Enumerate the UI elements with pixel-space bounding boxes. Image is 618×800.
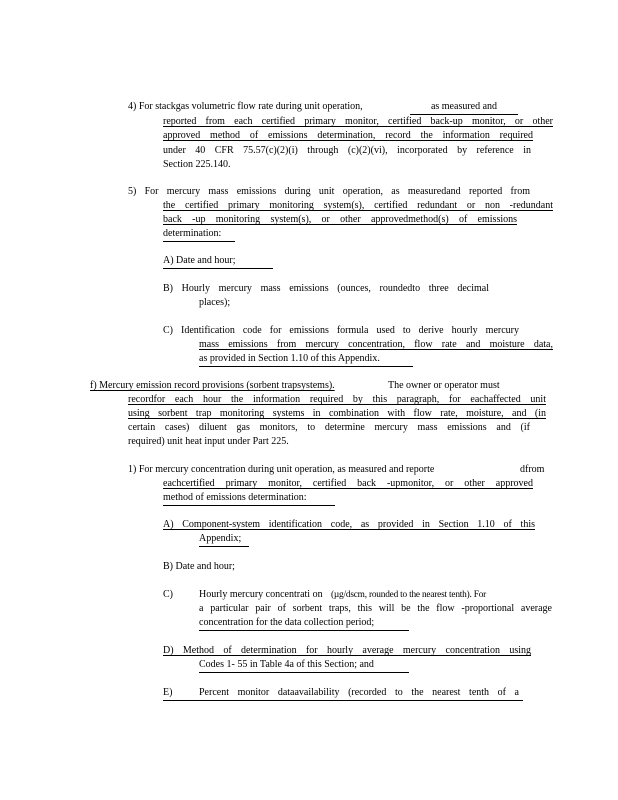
- item-5-subitem-b-line-1: B) Hourly mercury mass emissions (ounces, roundedto three decimal: [163, 283, 489, 294]
- item-f-1-line-2: eachcertified primary monitor, certified back -upmonitor, or other approved: [163, 478, 533, 489]
- item-f-line-5: required) unit heat input under Part 225.: [128, 436, 289, 447]
- item-f-line-1: [90, 380, 522, 392]
- item-5-line-3: back -up monitoring system(s), or other approvedmethod(s) of emissions: [163, 214, 517, 225]
- item-f-1-subitem-e-row: [163, 687, 523, 701]
- item-4-line-1-tail: as measured and: [410, 101, 518, 115]
- item-5-subitem-c-line-1: C) Identification code for emissions formula used to derive hourly mercury: [163, 325, 519, 336]
- item-f-1-subitem-b: B) Date and hour;: [163, 561, 235, 572]
- item-f-1-subitem-c-line-2: a particular pair of sorbent traps, this will be the flow -proportional average: [199, 603, 552, 614]
- item-f-1-subitem-c-line-1: [199, 589, 519, 601]
- item-f-1-subitem-c-line-3: concentration for the data collection period;: [199, 617, 409, 631]
- item-f-1-line-1: [128, 464, 546, 476]
- item-5-line-2: the certified primary monitoring system(s), certified redundant or non -redundant: [163, 200, 553, 211]
- item-f-line-4: certain cases) diluent gas monitors, to determine mercury mass emissions and (if: [128, 422, 530, 433]
- item-5-subitem-c-line-2: mass emissions from mercury concentration, flow rate and moisture data,: [199, 339, 553, 350]
- item-5-line-4: determination:: [163, 228, 235, 242]
- item-f-1-subitem-c-line-1-tail: (µg/dscm, rounded to the nearest tenth). For: [331, 590, 487, 600]
- item-4-line-1: [128, 101, 518, 113]
- item-5-subitem-a: A) Date and hour;: [163, 255, 273, 269]
- item-5-line-1: 5) For mercury mass emissions during unit operation, as measuredand reported from: [128, 186, 530, 197]
- item-4-line-1-lead: 4) For stackgas volumetric flow rate during unit operation,: [128, 101, 363, 112]
- item-f-1-subitem-d-line-1: D) Method of determination for hourly average mercury concentration using: [163, 645, 531, 656]
- item-f-1-subitem-e-line-1: Percent monitor dataavailability (recorded to the nearest tenth of a: [199, 687, 519, 698]
- item-4-line-4: under 40 CFR 75.57(c)(2)(i) through (c)(2)(vi), incorporated by reference in: [163, 145, 531, 156]
- item-f-line-2: recordfor each hour the information required by this paragraph, for eachaffected unit: [128, 394, 546, 405]
- item-5-subitem-b-line-2: places);: [199, 297, 231, 308]
- item-f-1-subitem-a-line-2: Appendix;: [199, 533, 249, 547]
- item-f-1-subitem-c-label: C): [163, 589, 173, 600]
- item-f-1-subitem-d-line-2: Codes 1- 55 in Table 4a of this Section; and: [199, 659, 409, 673]
- item-f-line-1-tail: The owner or operator must: [388, 380, 500, 391]
- item-5-subitem-c-line-3: as provided in Section 1.10 of this Appendix.: [199, 353, 413, 367]
- item-f-1-line-1-lead: 1) For mercury concentration during unit operation, as measured and reporte: [128, 464, 435, 475]
- item-4-line-3: approved method of emissions determination, record the information required: [163, 130, 533, 141]
- item-4-line-2: reported from each certified primary monitor, certified back-up monitor, or other: [163, 116, 553, 127]
- item-f-line-1-lead: f) Mercury emission record provisions (sorbent trapsystems).: [90, 380, 335, 391]
- item-f-1-subitem-c-line-1-lead: Hourly mercury concentrati on: [199, 589, 323, 600]
- item-f-line-3: using sorbent trap monitoring systems in combination with flow rate, moisture, and (in: [128, 408, 546, 419]
- item-f-1-line-3: method of emissions determination:: [163, 492, 335, 506]
- item-f-1-subitem-e-label: E): [163, 687, 173, 698]
- item-f-1-line-1-tail: dfrom: [520, 464, 545, 475]
- item-4-line-5: Section 225.140.: [163, 159, 231, 170]
- item-f-1-subitem-a-line-1: A) Component-system identification code, as provided in Section 1.10 of this: [163, 519, 535, 530]
